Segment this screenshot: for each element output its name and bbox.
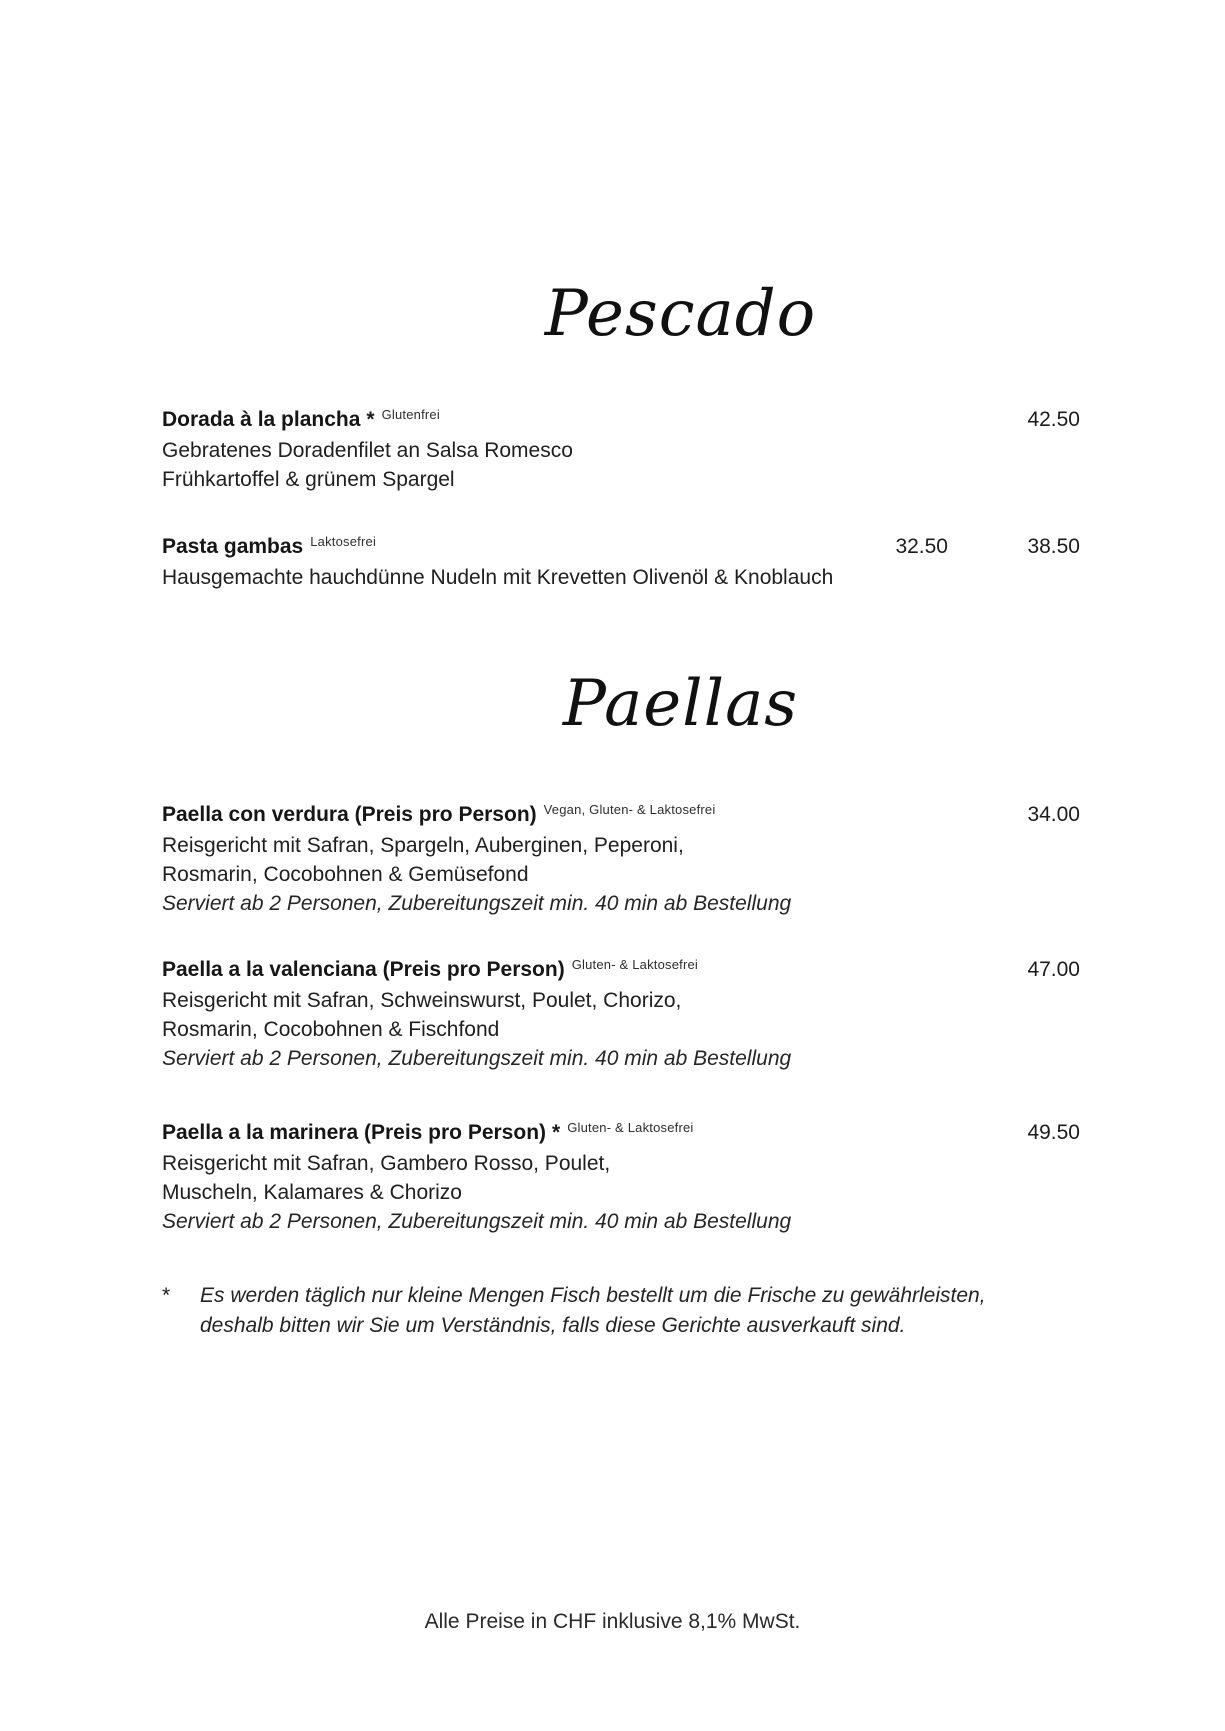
item-title-row xyxy=(162,532,1080,563)
footnote-text xyxy=(200,1281,1080,1341)
footnote-line: Es werden täglich nur kleine Mengen Fisch bestellt um die Frische zu gewährleisten, xyxy=(200,1284,986,1307)
item-description: Rosmarin, Cocobohnen & Fischfond xyxy=(162,1018,500,1041)
price-small-portion: 32.50 xyxy=(895,535,948,558)
item-name: Pasta gambas xyxy=(162,535,304,558)
item-description: Muscheln, Kalamares & Chorizo xyxy=(162,1181,462,1204)
item-description: Reisgericht mit Safran, Gambero Rosso, Poulet, xyxy=(162,1152,611,1175)
dietary-tag: Glutenfrei xyxy=(381,407,440,422)
menu-item-pasta-gambas xyxy=(162,532,1080,592)
preparation-note: Serviert ab 2 Personen, Zubereitungszeit min. 40 min ab Bestellung xyxy=(162,892,792,915)
item-title-row xyxy=(162,1118,1080,1149)
dietary-tag: Gluten- & Laktosefrei xyxy=(571,957,699,972)
item-description: Gebratenes Doradenfilet an Salsa Romesco xyxy=(162,439,573,462)
price: 47.00 xyxy=(1027,958,1080,981)
item-name: Paella a la valenciana (Preis pro Person) xyxy=(162,958,565,981)
preparation-note: Serviert ab 2 Personen, Zubereitungszeit min. 40 min ab Bestellung xyxy=(162,1047,792,1070)
footer-vat-note: Alle Preise in CHF inklusive 8,1% MwSt. xyxy=(424,1610,801,1633)
section-title-paellas: Paellas xyxy=(562,667,799,741)
item-name: Dorada à la plancha xyxy=(162,408,361,431)
item-name: Paella a la marinera (Preis pro Person) xyxy=(162,1121,547,1144)
dietary-tag: Laktosefrei xyxy=(310,534,377,549)
fresh-fish-asterisk: * xyxy=(366,408,375,431)
item-name: Paella con verdura (Preis pro Person) xyxy=(162,803,537,826)
item-description: Reisgericht mit Safran, Spargeln, Auberginen, Peperoni, xyxy=(162,834,684,857)
price: 34.00 xyxy=(1027,803,1080,826)
footnote-line: deshalb bitten wir Sie um Verständnis, falls diese Gerichte ausverkauft sind. xyxy=(200,1314,906,1337)
price: 49.50 xyxy=(1027,1121,1080,1144)
price: 38.50 xyxy=(1027,535,1080,558)
item-title-row xyxy=(162,955,1080,986)
price: 42.50 xyxy=(1027,408,1080,431)
menu-item-paella-valenciana xyxy=(162,955,1080,1073)
dietary-tag: Gluten- & Laktosefrei xyxy=(567,1120,694,1135)
item-title-row xyxy=(162,800,1080,831)
item-description: Frühkartoffel & grünem Spargel xyxy=(162,468,455,491)
item-description: Rosmarin, Cocobohnen & Gemüsefond xyxy=(162,863,529,886)
footnote-marker: * xyxy=(162,1284,171,1307)
menu-item-paella-verdura xyxy=(162,800,1080,918)
preparation-note: Serviert ab 2 Personen, Zubereitungszeit min. 40 min ab Bestellung xyxy=(162,1210,792,1233)
footnote xyxy=(162,1281,1080,1341)
menu-item-paella-marinera xyxy=(162,1118,1080,1236)
fresh-fish-asterisk: * xyxy=(552,1121,561,1144)
menu-item-dorada xyxy=(162,405,1080,494)
item-description: Hausgemachte hauchdünne Nudeln mit Krevetten Olivenöl & Knoblauch xyxy=(162,566,834,589)
item-description: Reisgericht mit Safran, Schweinswurst, Poulet, Chorizo, xyxy=(162,989,682,1012)
item-title-row xyxy=(162,405,1080,436)
dietary-tag: Vegan, Gluten- & Laktosefrei xyxy=(543,802,716,817)
section-title-pescado: Pescado xyxy=(544,277,817,351)
